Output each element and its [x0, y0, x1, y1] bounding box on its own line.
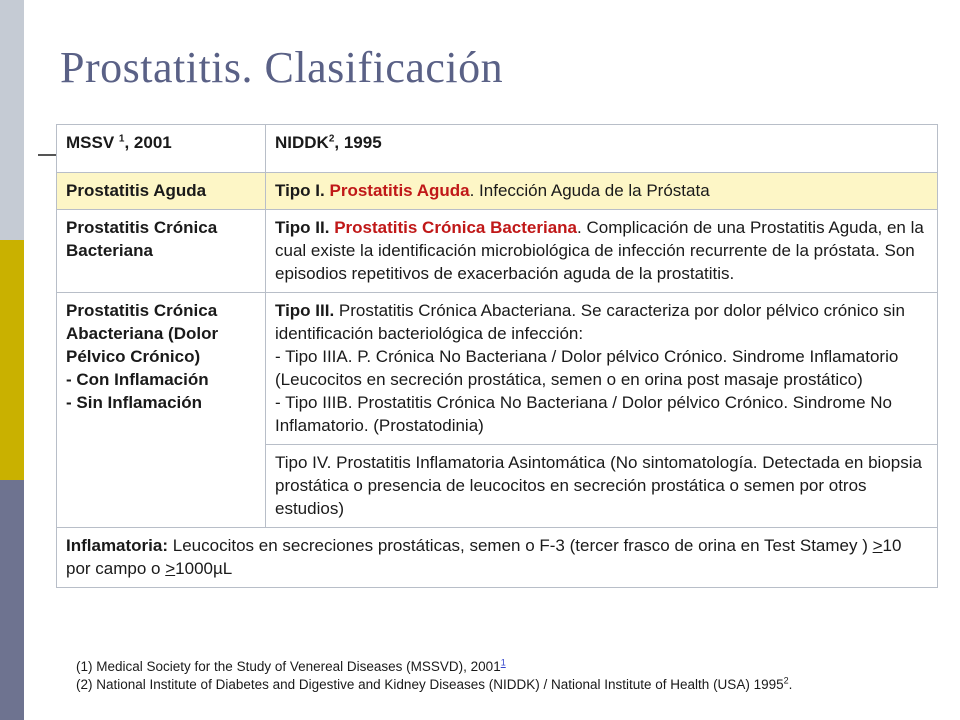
cell-mssv-bacteriana: Prostatitis Crónica Bacteriana — [57, 210, 266, 293]
side-bar-middle — [0, 240, 24, 480]
divider — [38, 154, 56, 156]
side-bar-bottom — [0, 480, 24, 720]
cell-mssv-abacteriana: Prostatitis Crónica Abacteriana (Dolor Pélvico Crónico) - Con Inflamación - Sin Inflamación — [57, 293, 266, 528]
cell-niddk-tipo3: Tipo III. Prostatitis Crónica Abacteriana. Se caracteriza por dolor pélvico crónico sin identificación bacteriológica de infección: - Tipo IIIA. P. Crónica No Bacteriana / Dolor pélvico Crónico. Sindrome Inflamatorio (Leucocitos en secreción prostática, semen o en orina post masaje prostático) - Tipo IIIB. Prostatitis Crónica No Bacteriana / Dolor pélvico Crónico. Sindrome No Inflamatorio. (Prostatodinia) — [266, 293, 938, 445]
cell-inflamatoria-definition: Inflamatoria: Leucocitos en secreciones prostáticas, semen o F-3 (tercer frasco de orina en Test Stamey ) >10 por campo o >1000µL — [57, 528, 938, 588]
footnotes — [76, 658, 792, 694]
table-row-abacteriana — [57, 293, 938, 445]
classification-table — [56, 124, 938, 588]
header-mssv: MSSV $^1$, 2001 — [57, 125, 266, 173]
header-niddk: NIDDK$^2$, 1995 — [266, 125, 938, 173]
slide-title: Prostatitis. Clasificación — [60, 43, 504, 92]
table-row-inflamatoria — [57, 528, 938, 588]
table-row-bacteriana — [57, 210, 938, 293]
footnote-1: (1) Medical Society for the Study of Venereal Diseases (MSSVD), 2001$^1$ — [76, 657, 506, 674]
cell-mssv-aguda: Prostatitis Aguda — [57, 173, 266, 210]
cell-niddk-tipo4: Tipo IV. Prostatitis Inflamatoria Asintomática (No sintomatología. Detectada en biopsia prostática o presencia de leucocitos en secreción prostática o semen por otros estudios) — [266, 445, 938, 528]
table-header-row — [57, 125, 938, 173]
cell-niddk-tipo1: Tipo I. Prostatitis Aguda. Infección Aguda de la Próstata — [266, 173, 938, 210]
footnote-1-ref-link[interactable]: 1 — [500, 657, 506, 668]
table-row-aguda — [57, 173, 938, 210]
side-bar-top — [0, 0, 24, 240]
cell-niddk-tipo2: Tipo II. Prostatitis Crónica Bacteriana. Complicación de una Prostatitis Aguda, en la cual existe la identificación microbiológica de infección recurrente de la próstata. Son episodios repetitivos de exacerbación aguda de la prostatitis. — [266, 210, 938, 293]
footnote-2: (2) National Institute of Diabetes and Digestive and Kidney Diseases (NIDDK) / National Institute of Health (USA) 1995$^2$. — [76, 675, 793, 692]
